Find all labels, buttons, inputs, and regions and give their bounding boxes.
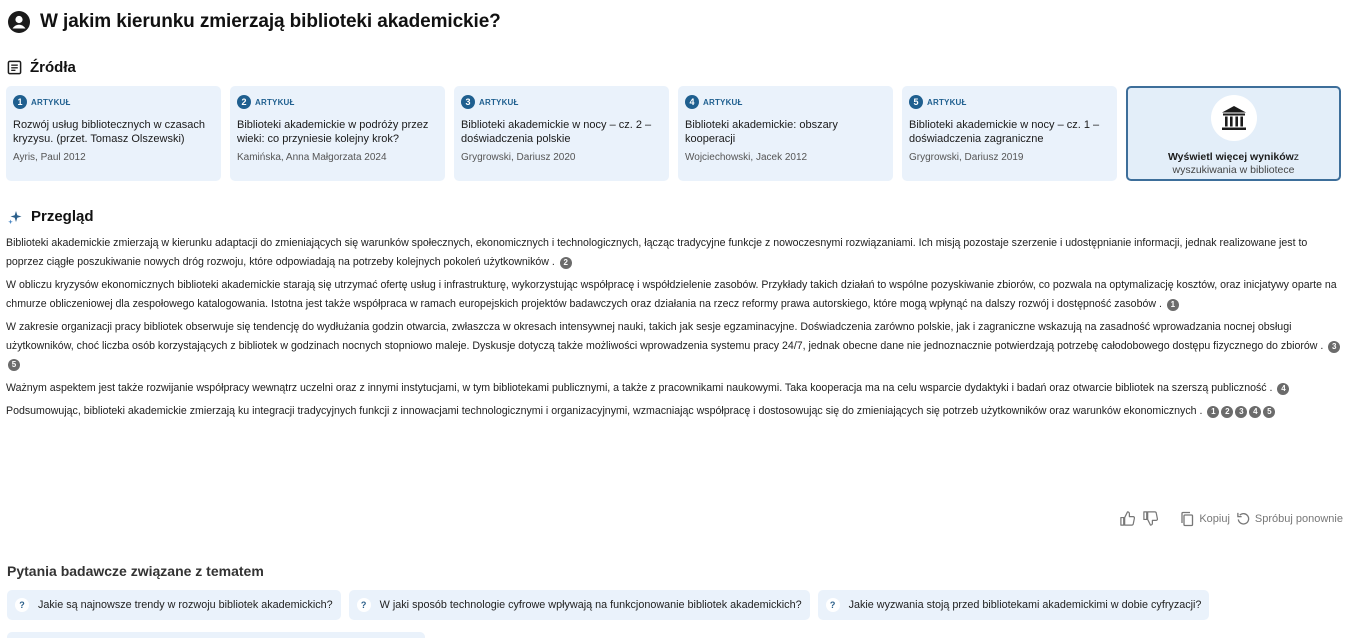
page-title: W jakim kierunku zmierzają biblioteki akademickie? xyxy=(40,11,501,32)
source-meta: Grygrowski, Dariusz 2020 xyxy=(461,152,576,163)
citation-badge[interactable]: 5 xyxy=(8,359,20,371)
paragraph-text: Ważnym aspektem jest także rozwijanie współpracy wewnątrz uczelni oraz z innymi instytucjami, w tym bibliotekami publicznymi, a także z pracownikami naukowymi. Taka kooperacja ma na celu wsparcie dydaktyki i badań oraz otwarcie bibliotek na szerszą publiczność . xyxy=(6,381,1273,394)
source-meta: Ayris, Paul 2012 xyxy=(13,152,86,163)
copy-button[interactable] xyxy=(1179,511,1230,527)
answer-actions xyxy=(1119,510,1343,527)
citation-badge[interactable]: 2 xyxy=(1221,406,1233,418)
source-number-badge: 4 xyxy=(685,95,699,109)
source-tag xyxy=(685,95,886,109)
thumbs-up-icon xyxy=(1119,510,1136,527)
more-results-line1 xyxy=(1168,151,1299,163)
paragraph-text: Biblioteki akademickie zmierzają w kierunku adaptacji do zmieniających się warunków społecznych, ekonomicznych i technologicznych, łącząc tradycyjne funkcje z nowoczesnymi rozwiązaniami. Ich misją pozostaje szerzenie i udostępnianie informacji, jednak realizowane jest to poprzez ciągłe poszukiwanie nowych dróg rozwoju, które odpowiadają na potrzeby kolejnych pokoleń użytkowników . xyxy=(6,237,1308,268)
thumbs-up-button[interactable] xyxy=(1119,510,1136,527)
thumbs-down-icon xyxy=(1142,510,1159,527)
source-type-label: ARTYKUŁ xyxy=(31,97,71,107)
citation-badge[interactable]: 4 xyxy=(1249,406,1261,418)
related-questions-title: Pytania badawcze związane z tematem xyxy=(7,563,264,579)
retry-icon xyxy=(1236,511,1251,526)
page-header xyxy=(7,10,501,34)
source-number-badge: 1 xyxy=(13,95,27,109)
more-results-rest: z xyxy=(1293,151,1300,163)
source-meta: Grygrowski, Dariusz 2019 xyxy=(909,152,1024,163)
source-card-2[interactable] xyxy=(230,86,445,181)
source-type-label: ARTYKUŁ xyxy=(703,97,743,107)
paragraph-text: W obliczu kryzysów ekonomicznych biblioteki akademickie starają się utrzymać ofertę usług i infrastrukturę, wykorzystując współpracę i współdzielenie zasobów. Przykłady takich działań to wspólne pozyskiwanie zbiorów, co pozwala na optymalizację kosztów, oraz inicjatywy oparte na chmurze obliczeniowej dla zespołowego katalogowania. Istotna jest także współpraca w ramach europejskich projektów badawczych oraz działania na rzecz reformy prawa autorskiego, które mogą wpłynąć na dalszy rozwój i dostępność zasobów . xyxy=(6,279,1337,310)
citation-badge[interactable]: 4 xyxy=(1277,383,1289,395)
citation-badge[interactable]: 3 xyxy=(1328,341,1340,353)
question-text: W jaki sposób technologie cyfrowe wpływają na funkcjonowanie bibliotek akademickich? xyxy=(379,599,802,611)
question-mark-icon: ? xyxy=(826,598,840,612)
related-question-1[interactable] xyxy=(7,590,341,620)
source-type-label: ARTYKUŁ xyxy=(255,97,295,107)
library-icon-container xyxy=(1211,95,1257,141)
source-number-badge: 5 xyxy=(909,95,923,109)
citation-badge[interactable]: 2 xyxy=(560,257,572,269)
related-question-partial[interactable] xyxy=(7,632,425,638)
source-card-5[interactable] xyxy=(902,86,1117,181)
question-text: Jakie są najnowsze trendy w rozwoju bibliotek akademickich? xyxy=(38,599,333,611)
more-results-bold: Wyświetl więcej wyników xyxy=(1167,151,1294,163)
copy-icon xyxy=(1179,511,1195,527)
sources-heading xyxy=(7,59,76,76)
retry-label: Spróbuj ponownie xyxy=(1254,512,1343,525)
citation-badge[interactable]: 3 xyxy=(1235,406,1247,418)
user-circle-icon xyxy=(7,10,31,34)
source-type-label: ARTYKUŁ xyxy=(927,97,967,107)
citation-badge[interactable]: 1 xyxy=(1207,406,1219,418)
source-title: Biblioteki akademickie: obszary kooperacji xyxy=(685,119,838,145)
document-icon xyxy=(7,60,22,75)
question-mark-icon: ? xyxy=(15,598,29,612)
source-meta: Wojciechowski, Jacek 2012 xyxy=(685,152,808,163)
overview-heading xyxy=(7,208,94,225)
source-meta: Kamińska, Anna Małgorzata 2024 xyxy=(237,152,387,163)
citation-badge[interactable]: 5 xyxy=(1263,406,1275,418)
source-title: Biblioteki akademickie w nocy – cz. 2 – doświadczenia polskie xyxy=(461,119,652,145)
source-number-badge: 2 xyxy=(237,95,251,109)
more-results-button[interactable] xyxy=(1126,86,1341,181)
source-title: Rozwój usług bibliotecznych w czasach kryzysu. (przet. Tomasz Olszewski) xyxy=(13,119,205,145)
copy-label: Kopiuj xyxy=(1199,512,1230,525)
source-cards xyxy=(6,86,1341,181)
more-results-line2: wyszukiwania w bibliotece xyxy=(1172,164,1295,176)
sparkle-icon xyxy=(7,209,23,225)
paragraph-text: Podsumowując, biblioteki akademickie zmierzają ku integracji tradycyjnych funkcji z innowacjami technologicznymi i organizacyjnymi, wzmacniając współpracę i dostosowując się do zmieniających się potrzeb użytkowników oraz warunków ekonomicznych . xyxy=(6,405,1203,417)
citation-badge[interactable]: 1 xyxy=(1167,299,1179,311)
source-tag xyxy=(909,95,1110,109)
question-text: Jakie wyzwania stoją przed bibliotekami akademickimi w dobie cyfryzacji? xyxy=(848,599,1202,611)
source-card-1[interactable] xyxy=(6,86,221,181)
overview-paragraph xyxy=(6,318,1346,374)
sources-title: Źródła xyxy=(30,59,76,76)
overview-paragraph xyxy=(6,234,1346,271)
source-title: Biblioteki akademickie w podróży przez wieki: co przyniesie kolejny krok? xyxy=(237,119,429,145)
source-type-label: ARTYKUŁ xyxy=(479,97,519,107)
retry-button[interactable] xyxy=(1236,511,1343,526)
source-number-badge: 3 xyxy=(461,95,475,109)
overview-paragraph xyxy=(6,276,1346,313)
source-card-3[interactable] xyxy=(454,86,669,181)
question-mark-icon: ? xyxy=(357,598,371,612)
related-question-3[interactable] xyxy=(818,590,1210,620)
library-icon xyxy=(1219,103,1249,133)
related-questions xyxy=(7,590,1209,620)
source-title: Biblioteki akademickie w nocy – cz. 1 – doświadczenia zagraniczne xyxy=(909,119,1100,145)
source-tag xyxy=(13,95,214,109)
source-tag xyxy=(461,95,662,109)
overview-paragraph xyxy=(6,379,1346,398)
related-question-2[interactable] xyxy=(349,590,810,620)
source-card-4[interactable] xyxy=(678,86,893,181)
overview-text xyxy=(6,234,1346,426)
paragraph-text: W zakresie organizacji pracy bibliotek obserwuje się tendencję do wydłużania godzin otwarcia, zwłaszcza w okresach intensywnej nauki, takich jak sesje egzaminacyjne. Doświadczenia zarówno polskie, jak i zagraniczne wskazują na zasadność wprowadzania nocnej obsługi użytkowników, choć liczba osób korzystających z bibliotek w godzinach nocnych stopniowo maleje. Dyskusje dotyczą także możliwości wprowadzenia systemu pracy 24/7, jednak obecne dane nie jednoznacznie potwierdzają potrzebę całodobowego dostępu fizycznego do zbiorów . xyxy=(6,321,1324,352)
overview-title: Przegląd xyxy=(31,208,94,225)
source-tag xyxy=(237,95,438,109)
overview-paragraph xyxy=(6,402,1346,421)
thumbs-down-button[interactable] xyxy=(1142,510,1159,527)
